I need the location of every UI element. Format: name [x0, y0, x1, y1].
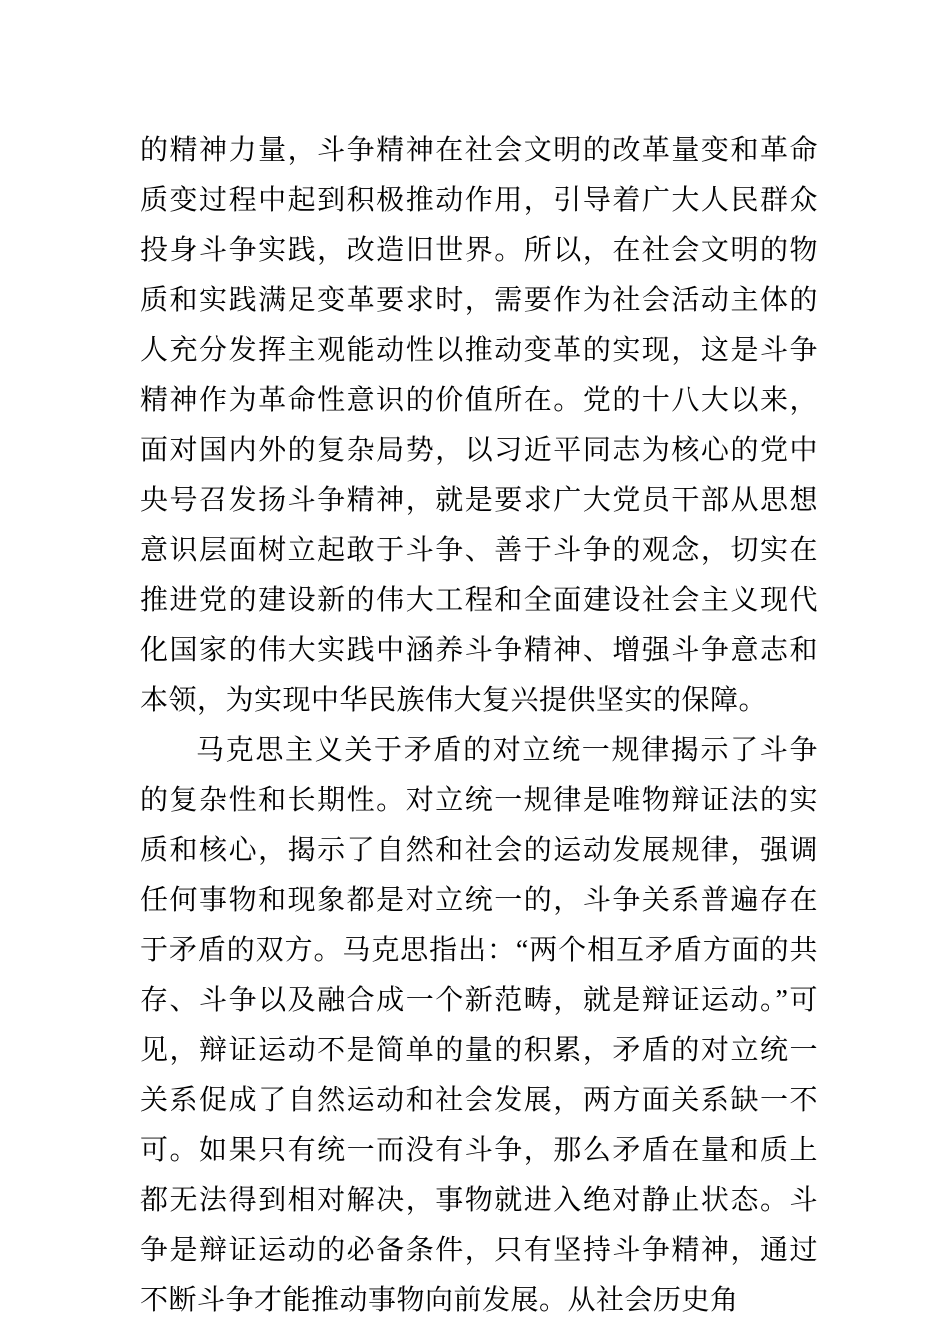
document-text-block [140, 126, 818, 1326]
paragraph: 马克思主义关于矛盾的对立统一规律揭示了斗争的复杂性和长期性。对立统一规律是唯物辩证法的实质和核心，揭示了自然和社会的运动发展规律，强调任何事物和现象都是对立统一的，斗争关系普遍存在于矛盾的双方。马克思指出：“两个相互矛盾方面的共存、斗争以及融合成一个新范畴，就是辩证运动。”可见，辩证运动不是简单的量的积累，矛盾的对立统一关系促成了自然运动和社会发展，两方面关系缺一不可。如果只有统一而没有斗争，那么矛盾在量和质上都无法得到相对解决，事物就进入绝对静止状态。斗争是辩证运动的必备条件，只有坚持斗争精神，通过不断斗争才能推动事物向前发展。从社会历史角 [140, 735, 818, 1316]
paragraph: 的精神力量，斗争精神在社会文明的改革量变和革命质变过程中起到积极推动作用，引导着广大人民群众投身斗争实践，改造旧世界。所以，在社会文明的物质和实践满足变革要求时，需要作为社会活动主体的人充分发挥主观能动性以推动变革的实现，这是斗争精神作为革命性意识的价值所在。党的十八大以来，面对国内外的复杂局势，以习近平同志为核心的党中央号召发扬斗争精神，就是要求广大党员干部从思想意识层面树立起敢于斗争、善于斗争的观念，切实在推进党的建设新的伟大工程和全面建设社会主义现代化国家的伟大实践中涵养斗争精神、增强斗争意志和本领，为实现中华民族伟大复兴提供坚实的保障。 [140, 135, 818, 716]
